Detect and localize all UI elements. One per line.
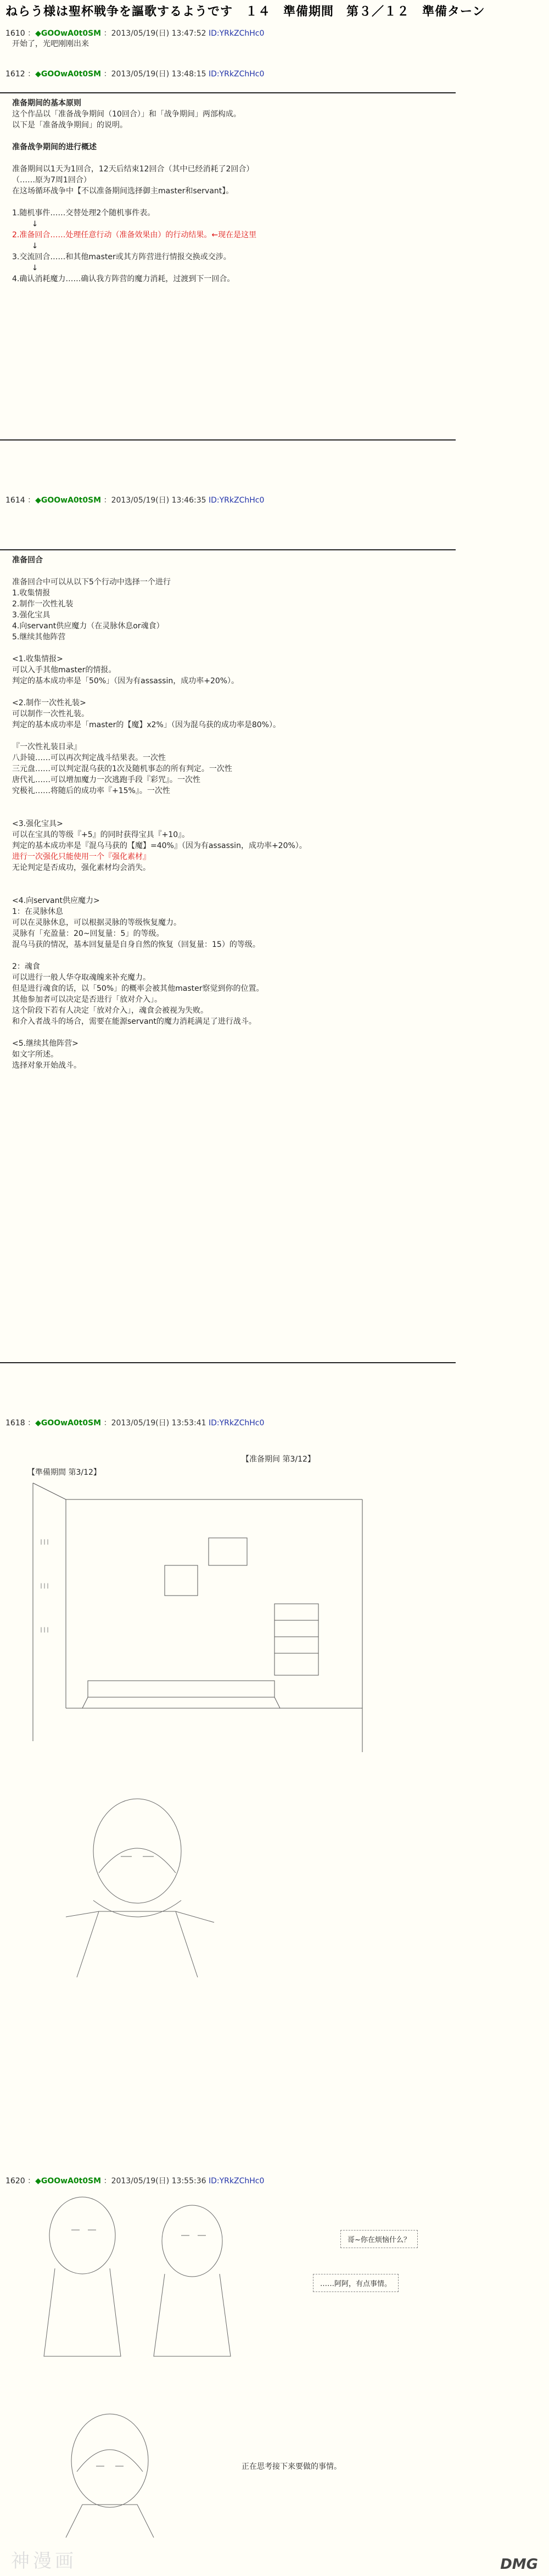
post-date: 2013/05/19(日) 13:48:15 <box>111 70 206 79</box>
post-body: 准备回合 准备回合中可以从以下5个行动中选择一个进行 1.收集情报 2.制作一次性礼装 3.强化宝具 4.向servant供应魔力（在灵脉休息or魂食） 5.继续其他阵营 <1.收集情报> 可以入手其他master的情报。 判定的基本成功率是「50%」（因为有assassin，成功率+20%）。 <2.制作一次性礼装> 可以制作一次性礼装。 判定的基本成功率是「master的【魔】x2%」（因为混乌获的成功率是80%）。 『一次性礼装目录』 八卦镜……可以再次判定战斗结果表。一次性 三元盘……可以判定混乌获的1次及随机事态的所有判定。一次性 唐代礼……可以增加魔力一次逃跑手段『彩咒』。一次性 究极礼……将随后的成功率『+15%』。一次性 <3.强化宝具> 可以在宝具的等级『+5』的同时获得宝具『+10』。 判定的基本成功率是『混乌马获的【魔】=40%』（因为有assassin，成功率+20%）。 进行一次强化只能使用一个『强化素材』 无论判定是否成功，强化素材均会消失。 <4.向servant供应魔力> 1：在灵脉休息 可以在灵脉休息，可以根据灵脉的等级恢复魔力。 灵脉有「充盈量：20~回复量：5」的等级。 混乌马获的情况，基本回复量是自身自然的恢复（回复量：15）的等级。 2：魂食 可以进行一般人华夺取魂魄来补充魔力。 但是进行魂食的话，以「50%」的概率会被其他master察觉到你的位置。 其他参加者可以决定是否进行「放对介入」。 这个阶段下若有人决定「放对介入」，魂食会被视为失败。 和介入者战斗的场合，需要在能源servant的魔力消耗满足了进行战斗。 <5.继续其他阵营> 如文字所述。 选择对象开始战斗。 <box>12 556 307 1070</box>
speech-bubble: 哥~你在烦恼什么？ <box>340 2230 418 2248</box>
divider <box>0 549 456 550</box>
post-header: 1618 ：◆GOOwA0t0SM ：2013/05/19(日) 13:53:41 ID:YRkZChHc0 <box>5 1419 265 1428</box>
speech-bubble: ……阿阿，有点事情。 <box>313 2274 399 2292</box>
svg-text:|||: ||| <box>40 1627 50 1633</box>
site-logo: DMG <box>500 2556 538 2573</box>
post-date: 2013/05/19(日) 13:53:41 <box>111 1419 206 1428</box>
room-scene-art <box>11 1477 395 1785</box>
thinking-character-art <box>44 2406 209 2543</box>
post-body: 准备期间的基本原则 这个作品以「准备战争期间（10回合）」和「战争期间」两部构成。 以下是「准备战争期间」的说明。 准备战争期间的进行概述 准备期间以1天为1回合，12天后结束12回合（其中已经消耗了2回合） （……原为7周1回合） 在这场循环战争中【不以准备期间选择御主master和servant】。 1.随机事件……交替处理2个随机事件表。 ↓ 2.准备回合……处理任意行动（准备效果由）的行动结果。←现在是这里 ↓ 3.交流回合……和其他master或其方阵营进行情报交换或交涉。 ↓ 4.确认消耗魔力……确认我方阵营的魔力消耗，过渡到下一回合。 <box>12 99 257 283</box>
poster-id[interactable]: ID:YRkZChHc0 <box>208 496 265 505</box>
post-date: 2013/05/19(日) 13:46:35 <box>111 496 206 505</box>
scene-title-right: 【准备期间 第3/12】 <box>242 1455 315 1464</box>
poster-id[interactable]: ID:YRkZChHc0 <box>208 2177 265 2185</box>
poster-name: ◆GOOwA0t0SM <box>35 1419 102 1428</box>
post-header: 1620 ：◆GOOwA0t0SM ：2013/05/19(日) 13:55:36 ID:YRkZChHc0 <box>5 2177 265 2185</box>
poster-name: ◆GOOwA0t0SM <box>35 29 102 38</box>
poster-name: ◆GOOwA0t0SM <box>35 496 102 505</box>
post-header: 1610 ：◆GOOwA0t0SM ：2013/05/19(日) 13:47:52 ID:YRkZChHc0 <box>5 29 265 38</box>
post-header: 1614 ：◆GOOwA0t0SM ：2013/05/19(日) 13:46:35 ID:YRkZChHc0 <box>5 496 265 505</box>
post-number[interactable]: 1610 <box>5 29 25 38</box>
post-date: 2013/05/19(日) 13:55:36 <box>111 2177 206 2185</box>
scene-title: 【準備期間 第3/12】 <box>27 1468 101 1477</box>
post-number[interactable]: 1612 <box>5 70 25 79</box>
poster-id[interactable]: ID:YRkZChHc0 <box>208 29 265 38</box>
poster-name: ◆GOOwA0t0SM <box>35 70 102 79</box>
post-date: 2013/05/19(日) 13:47:52 <box>111 29 206 38</box>
character-ascii-art <box>33 1791 264 1988</box>
poster-id[interactable]: ID:YRkZChHc0 <box>208 70 265 79</box>
svg-text:|||: ||| <box>40 1539 50 1545</box>
post-body: 开始了，光吧刚刚出来 <box>12 40 89 48</box>
watermark: 神漫画 <box>11 2550 77 2572</box>
post-number[interactable]: 1614 <box>5 496 25 505</box>
divider <box>0 92 456 93</box>
post-header: 1612 ：◆GOOwA0t0SM ：2013/05/19(日) 13:48:15 ID:YRkZChHc0 <box>5 70 265 79</box>
svg-text:|||: ||| <box>40 1583 50 1589</box>
post-number[interactable]: 1618 <box>5 1419 25 1428</box>
narration-text: 正在思考接下来要做的事情。 <box>242 2462 341 2471</box>
poster-name: ◆GOOwA0t0SM <box>35 2177 102 2185</box>
post-number[interactable]: 1620 <box>5 2177 25 2185</box>
poster-id[interactable]: ID:YRkZChHc0 <box>208 1419 265 1428</box>
page-title: ねらう様は聖杯戦争を謳歌するようです １４ 準備期間 第３／１２ 準備ターン <box>5 5 485 19</box>
divider <box>0 1362 456 1363</box>
divider <box>0 439 456 441</box>
character-pair-ascii-art <box>16 2192 291 2367</box>
